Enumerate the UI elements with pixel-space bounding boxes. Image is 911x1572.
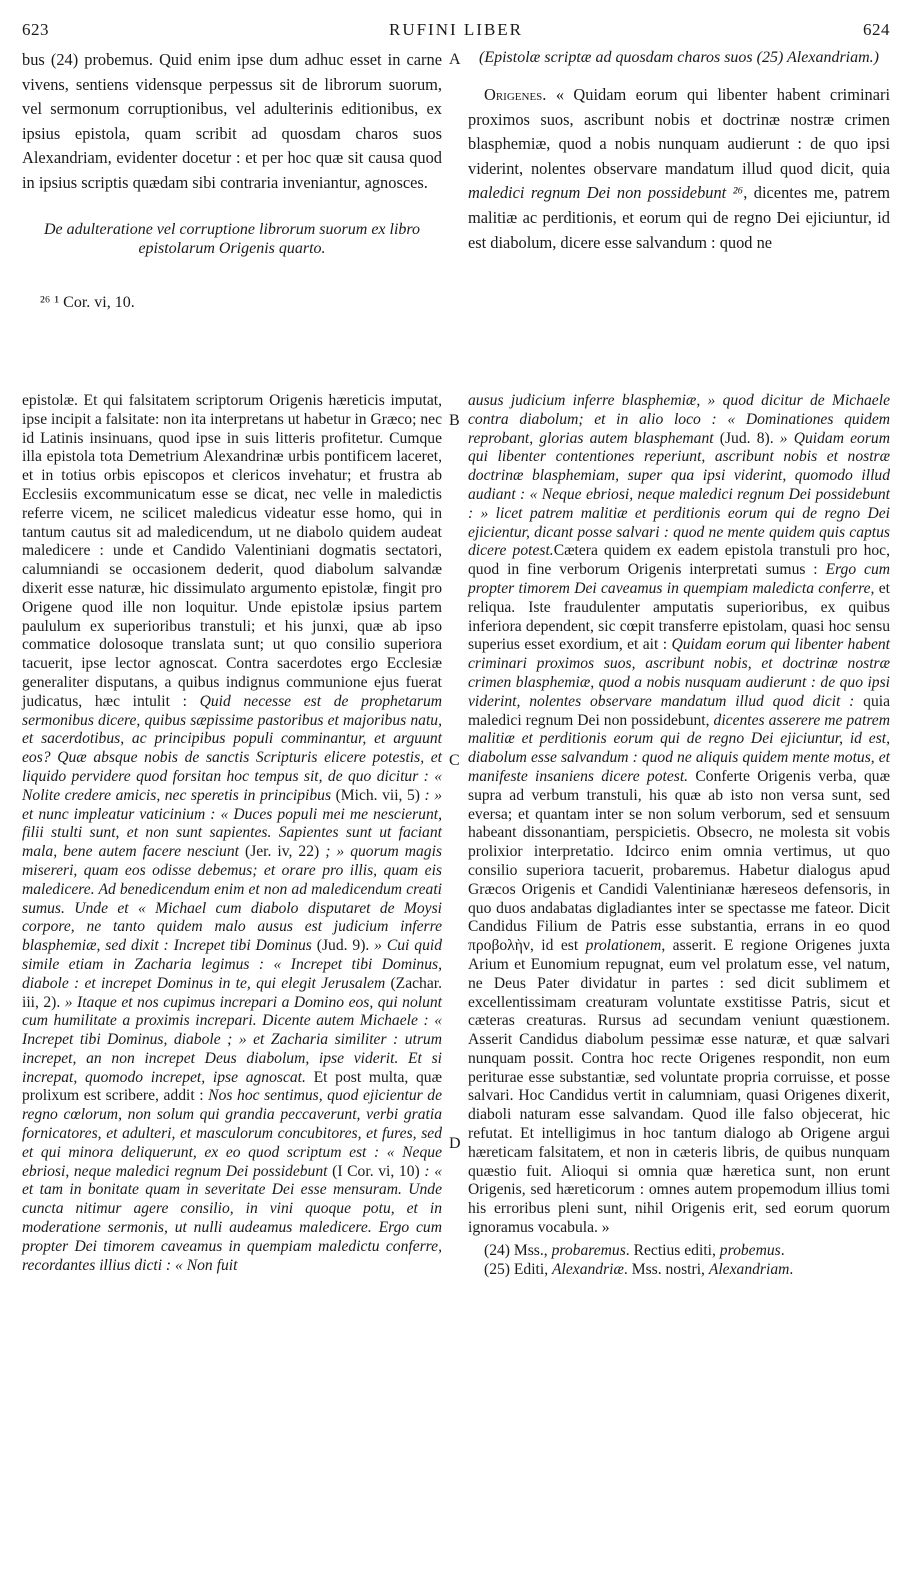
scripture-note: ²⁶ ¹ Cor. vi, 10. [40, 293, 135, 311]
page-number-right: 624 [863, 20, 890, 39]
page-number-left: 623 [22, 20, 49, 39]
bottom-right-text: ausus judicium inferre blasphemiæ, » quod dicitur de Michaele contra diabolum; et in alio loco : « Dominationes quidem reprobant, glorias autem blasphemant (Jud. 8). » Quidam eorum qui libenter contentiones reperiunt, ascribunt nobis et nostræ doctrinæ blasphemiam, super qua ipsi viderint, quomodo illud audiant : « Neque ebriosi, neque maledici regnum Dei possidebunt : » licet patrem malitiæ et perditionis eorum qui de regno Dei ejicientur, dicant posse salvari : quod ne mente quidem quis captus dicere potest.Cætera quidem ex eadem epistola transtuli pro hoc, quod in fine verborum Origenis interpretati sumus : Ergo cum propter timorem Dei caveamus in quempiam maledicta conferre, et reliqua. Iste fraudulenter amputatis superioribus, ex quibus inferiora dependent, sic cœpit transferre epistolam, quasi hoc sensu superius esset exordium, et ait : Quidam eorum qui libenter habent criminari proximos suos, ascribunt nobis, et doctrinæ nostræ crimen blasphemiæ, quod a nobis nusquam audierunt : de quo ipsi viderint, nolentes observare mandatum illud quod dicit : quia maledici regnum Dei non possidebunt, dicentes asserere me patrem malitiæ et perditionis eorum qui de regno Dei ejiciuntur, id est, diabolum esse salvandum : quod ne aliquis quidem mente motus, et manifeste insaniens dicere potest. Conferte Origenis verba, quæ supra ad verbum transtuli, his quæ ab isto non versa sunt, sed eversa; et quantam inter se non solum verborum, sed et sensuum habeant dissonantiam, perspicietis. Obsecro, ne molesta sit vobis prolixior interpretatio. Idcirco enim omnia vertimus, ut quo consilio superiora tacuerit, probaremus. Habetur dialogus apud Græcos Origenis et Candidi Valentinianæ hæreseos defensoris, in quo duos andabatas digladiantes inter se spectasse me fateor. Dicit Candidus Filium de Patris esse substantia, errans in eo quod προβολὴν, id est prolationem, asserit. E regione Origenes juxta Arium et Eunomium repugnat, eum vel prolatum esse, vel natum, ne Deus Pater dividatur in partes : sed dicit sublimem et excellentissimam creaturam voluntate exstitisse Patris, sicut et cæteras creaturas. Rursus ad secundam veniunt quæstionem. Asserit Candidus diabolum pessimæ esse naturæ, et quæ salvari nunquam possit. Contra hoc recte Origenes respondit, non eum periturae esse substantiæ, sed voluntate propria corruisse, et posse salvari. Hoc Candidus vertit in calumniam, quasi Origenes dixerit, diaboli naturam esse salvandam. Quod ille falso objecerat, hic refutat. Et intelligimus in hoc tantum dialogo ab Origene argui hæreticam falsitatem, et non in cæteris libris, de quibus nunquam quæstio fuit. Alioqui si omnia quæ hæretica sunt, non erunt Origenis, sed hæreticorum : omnes autem propemodum illius tomi his erroribus pleni sunt, nihil Origenis erit, sed eorum quorum ignoramus vocabula. » [468, 392, 891, 1237]
speaker-name: Origenes. [484, 85, 547, 104]
running-title: RUFINI LIBER [388, 20, 524, 39]
footnote-25: (25) Editi, Alexandriæ. Mss. nostri, Alexandriam. [484, 1260, 794, 1278]
bottom-left-column [22, 392, 442, 1275]
bottom-left-text: epistolæ. Et qui falsitatem scriptorum Origenis hæreticis imputat, ipse incipit a falsitate: non ita interpretans ut habetur in Græco; nec id Latinis insinuans, quod ipse in suis litteris profitetur. Cumque illa epistola tota Demetrium Alexandrinæ urbis pontificem laceret, et in totius orbis episcopos et clericos invehatur; et frustra ab Ecclesiis excommunicatum esse se dicat, nec velle in maledictis referre vicem, ne scilicet maledicus videatur esse homo, qui in tantum cautus sit ad maledicendum, ut ne diabolo quidem audeat maledicere : unde et Candido Valentiniani dogmatis sectatori, calumniandi se occasionem dederit, quod diabolum salvandæ dixerit esse naturæ, hic dissimulato argumento epistolæ, fingit pro Origene quod ille non loquitur. Unde epistolæ ipsius partem paululum ex superioribus transtuli; et his junxi, quæ ab ipso commatice dolosoque translata sunt; ut quo consilio superiora tacuerit, ipse lector agnoscat. Contra sacerdotes ergo Ecclesiæ generaliter disputans, a quibus indignus communione ejus fuerat judicatus, hæc intulit : Quid necesse est de prophetarum sermonibus dicere, quibus sæpissime pastoribus et majoribus natu, et sacerdotibus, ac principibus populi comminantur, et arguunt eos? Quæ absque nobis de sanctis Scripturis elicere potestis, et liquido pervidere quod forsitan hoc tempus sit, de quo dicitur : « Nolite credere amicis, nec speretis in principibus (Mich. vii, 5) : » et nunc impleatur vaticinium : « Duces populi mei me nescierunt, filii stulti sunt, et non sunt sapientes. Sapientes sunt ut faciant mala, bene autem facere nesciunt (Jer. iv, 22) ; » quorum magis misereri, quam eos odisse debemus; et orare pro illis, quam eis maledicere. Ad benedicendum enim et non ad maledicendum creati sumus. Unde et « Michael cum diabolo disputaret de Moysi corpore, ne tanto quidem malo ausus est judicium inferre blasphemiæ, sed dixit : Increpet tibi Dominus (Jud. 9). » Cui quid simile etiam in Zacharia legimus : « Increpet tibi Dominus, diabole : et increpet Dominus in te, qui elegit Jerusalem (Zachar. iii, 2). » Itaque et nos cupimus increpari a Domino eos, qui nolunt cum humilitate a proximis increpari. Dicente autem Michaele : « Increpet tibi Dominus, diabole ; » et Zacharia similiter : utrum increpet, an non increpet Deus diabolum, ipse viderit. Et si increpat, quomodo increpet, ipse agnoscat. Et post multa, quæ prolixum est scribere, addit : Nos hoc sentimus, quod ejicientur de regno cœlorum, non solum qui grandia peccaverunt, verbi gratia fornicatores, et adulteri, et masculorum concubitores, et fures, sed et qui minora deliquerunt, ex eo quod scriptum est : « Neque ebriosi, neque maledici regnum Dei possidebunt (I Cor. vi, 10) : « et tam in bonitate quam in severitate Dei esse mensuram. Unde cuncta nitimur agere consilio, in vini quoque potu, et in moderatione sermonis, ut nulli audeamus maledicere. Ergo cum propter Dei timorem caveamus in quempiam maledictu conferre, recordantes illius dicti : « Non fuit [22, 392, 443, 1274]
top-left-column [22, 48, 442, 312]
top-left-paragraph: bus (24) probemus. Quid enim ipse dum adhuc esset in carne vivens, sentiens vidensque perpessus sit de librorum suorum, vel sermonum corruptionibus, vel adulterinis editionibus, ex ipsius epistola, quam scribit ad quosdam charos suos Alexandriam, evidenter docetur : et per hoc quæ sit causa quod in ipsius scriptis quædam sibi contraria inveniantur, agnosces. [22, 50, 442, 192]
section-heading: De adulteratione vel corruptione librorum suorum ex libro epistolarum Origenis quarto. [43, 220, 421, 257]
page-header [22, 20, 890, 40]
footnote-24: (24) Mss., probaremus. Rectius editi, probemus. [484, 1241, 785, 1259]
margin-letter-c: C [449, 752, 460, 769]
margin-letter-b: B [449, 412, 460, 429]
margin-letter-a: A [449, 51, 461, 68]
origenes-quote: Origenes. « Quidam eorum qui libenter habent criminari proximos suos, ascribunt nobis et doctrinæ nostræ crimen blasphemiæ, quod a nobis nunquam audierunt : de quo ipsi viderint, nolentes observare mandatum illud quod dicit, quia maledici regnum Dei non possidebunt ²⁶, dicentes me, patrem malitiæ ac perditionis, et eorum qui de regno Dei ejiciuntur, id est diabolum, dicere esse salvandum : quod ne [468, 85, 890, 252]
top-right-column [468, 48, 890, 255]
margin-letter-d: D [449, 1135, 461, 1152]
bottom-right-column [468, 392, 890, 1279]
epistle-heading: (Epistolæ scriptæ ad quosdam charos suos (25) Alexandriam.) [479, 49, 879, 66]
